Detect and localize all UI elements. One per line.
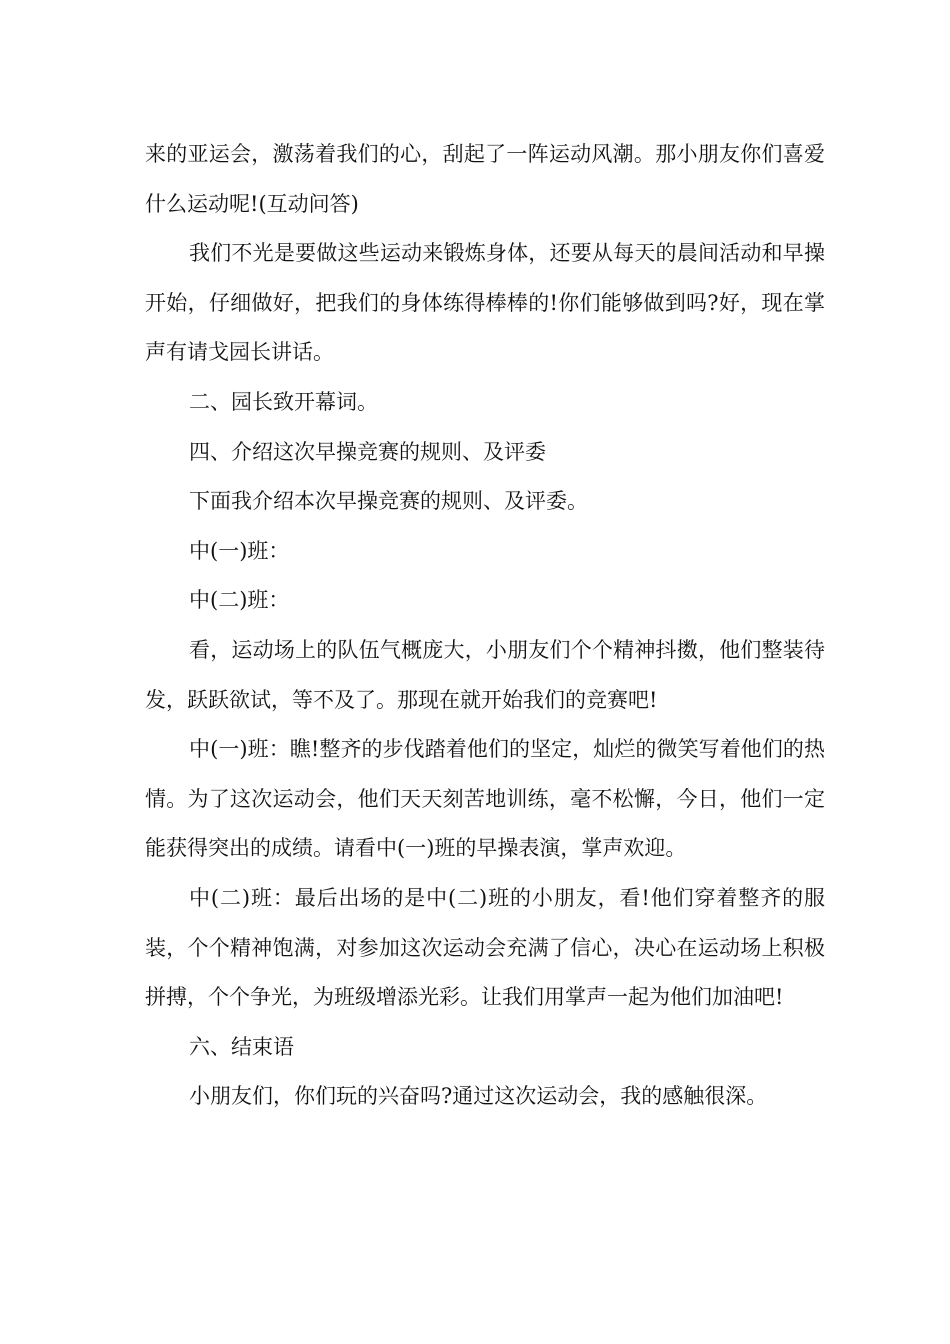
paragraph-class-1-intro: 中(一)班：瞧!整齐的步伐踏着他们的坚定，灿烂的微笑写着他们的热情。为了这次运动会，他们天天刻苦地训练，毫不松懈，今日，他们一定能获得突出的成绩。请看中(一)班的早操表演，掌声欢迎。 bbox=[145, 737, 825, 861]
section-heading-closing: 六、结束语 bbox=[189, 1034, 294, 1059]
paragraph-start-competition: 看，运动场上的队伍气概庞大，小朋友们个个精神抖擞，他们整装待发，跃跃欲试，等不及了。那现在就开始我们的竞赛吧! bbox=[145, 637, 825, 712]
section-heading-rules: 四、介绍这次早操竞赛的规则、及评委 bbox=[189, 439, 546, 464]
class-label-2: 中(二)班： bbox=[189, 588, 290, 613]
class-label-1: 中(一)班： bbox=[189, 538, 290, 563]
paragraph-class-2-intro: 中(二)班：最后出场的是中(二)班的小朋友，看!他们穿着整齐的服装，个个精神饱满，对参加这次运动会充满了信心，决心在运动场上积极拼搏，个个争光，为班级增添光彩。让我们用掌声一起为他们加油吧! bbox=[145, 885, 825, 1010]
document-body bbox=[145, 130, 825, 1122]
paragraph-rules-intro: 下面我介绍本次早操竞赛的规则、及评委。 bbox=[189, 489, 588, 514]
paragraph-closing: 小朋友们，你们玩的兴奋吗?通过这次运动会，我的感触很深。 bbox=[189, 1084, 768, 1109]
paragraph-1: 来的亚运会，激荡着我们的心，刮起了一阵运动风潮。那小朋友你们喜爱什么运动呢!(互动问答) bbox=[145, 142, 825, 216]
paragraph-2: 我们不光是要做这些运动来锻炼身体，还要从每天的晨间活动和早操开始，仔细做好，把我们的身体练得棒棒的!你们能够做到吗?好，现在掌声有请戈园长讲话。 bbox=[145, 241, 825, 365]
section-heading-opening-speech: 二、园长致开幕词。 bbox=[189, 389, 378, 414]
